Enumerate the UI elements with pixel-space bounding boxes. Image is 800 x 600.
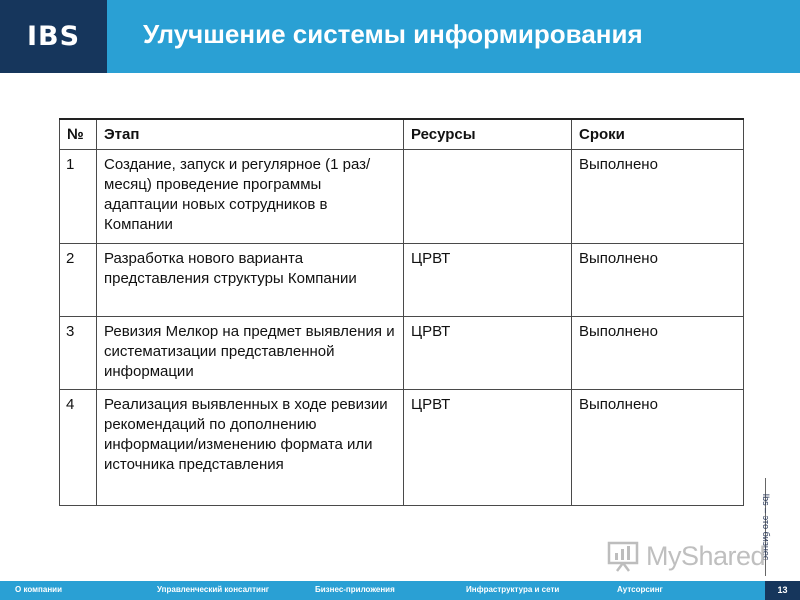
- slide-title: Улучшение системы информирования: [143, 19, 643, 49]
- row-stage: Разработка нового варианта представления структуры Компании: [97, 244, 404, 317]
- row-resources: [404, 150, 572, 244]
- vertical-tagline: Ibs – это бизнес: [761, 493, 771, 561]
- footer-link-consulting[interactable]: Управленческий консалтинг: [157, 585, 270, 594]
- column-header-number: №: [60, 119, 97, 150]
- table-header-row: [60, 119, 744, 150]
- logo-text: IBS: [26, 21, 81, 52]
- footer-link-business-apps[interactable]: Бизнес-приложения: [315, 585, 395, 594]
- watermark: [606, 536, 765, 576]
- presentation-chart-icon: [606, 540, 640, 572]
- page-number: 13: [765, 581, 800, 600]
- header-bar: [0, 0, 800, 73]
- footer-bar: [0, 581, 800, 600]
- row-resources: ЦРВТ: [404, 390, 572, 506]
- row-number: 1: [60, 150, 97, 244]
- table-row: [60, 390, 744, 506]
- stages-table: [59, 118, 744, 506]
- table-row: [60, 150, 744, 244]
- row-stage: Ревизия Мелкор на предмет выявления и систематизации представленной информации: [97, 317, 404, 390]
- row-resources: ЦРВТ: [404, 317, 572, 390]
- row-deadline: Выполнено: [572, 390, 744, 506]
- column-header-deadline: Сроки: [572, 119, 744, 150]
- watermark-text: MyShared: [646, 540, 766, 571]
- column-header-stage: Этап: [97, 119, 404, 150]
- column-header-resources: Ресурсы: [404, 119, 572, 150]
- row-resources: ЦРВТ: [404, 244, 572, 317]
- footer-link-about[interactable]: О компании: [15, 585, 62, 594]
- footer-link-outsourcing[interactable]: Аутсорсинг: [617, 585, 663, 594]
- row-number: 4: [60, 390, 97, 506]
- logo: [0, 0, 107, 73]
- row-deadline: Выполнено: [572, 244, 744, 317]
- row-stage: Создание, запуск и регулярное (1 раз/месяц) проведение программы адаптации новых сотрудников в Компании: [97, 150, 404, 244]
- row-stage: Реализация выявленных в ходе ревизии рекомендаций по дополнению информации/изменению формата или источника представления: [97, 390, 404, 506]
- row-number: 2: [60, 244, 97, 317]
- row-deadline: Выполнено: [572, 150, 744, 244]
- table-row: [60, 317, 744, 390]
- table-row: [60, 244, 744, 317]
- footer-link-infrastructure[interactable]: Инфраструктура и сети: [466, 585, 560, 594]
- row-deadline: Выполнено: [572, 317, 744, 390]
- row-number: 3: [60, 317, 97, 390]
